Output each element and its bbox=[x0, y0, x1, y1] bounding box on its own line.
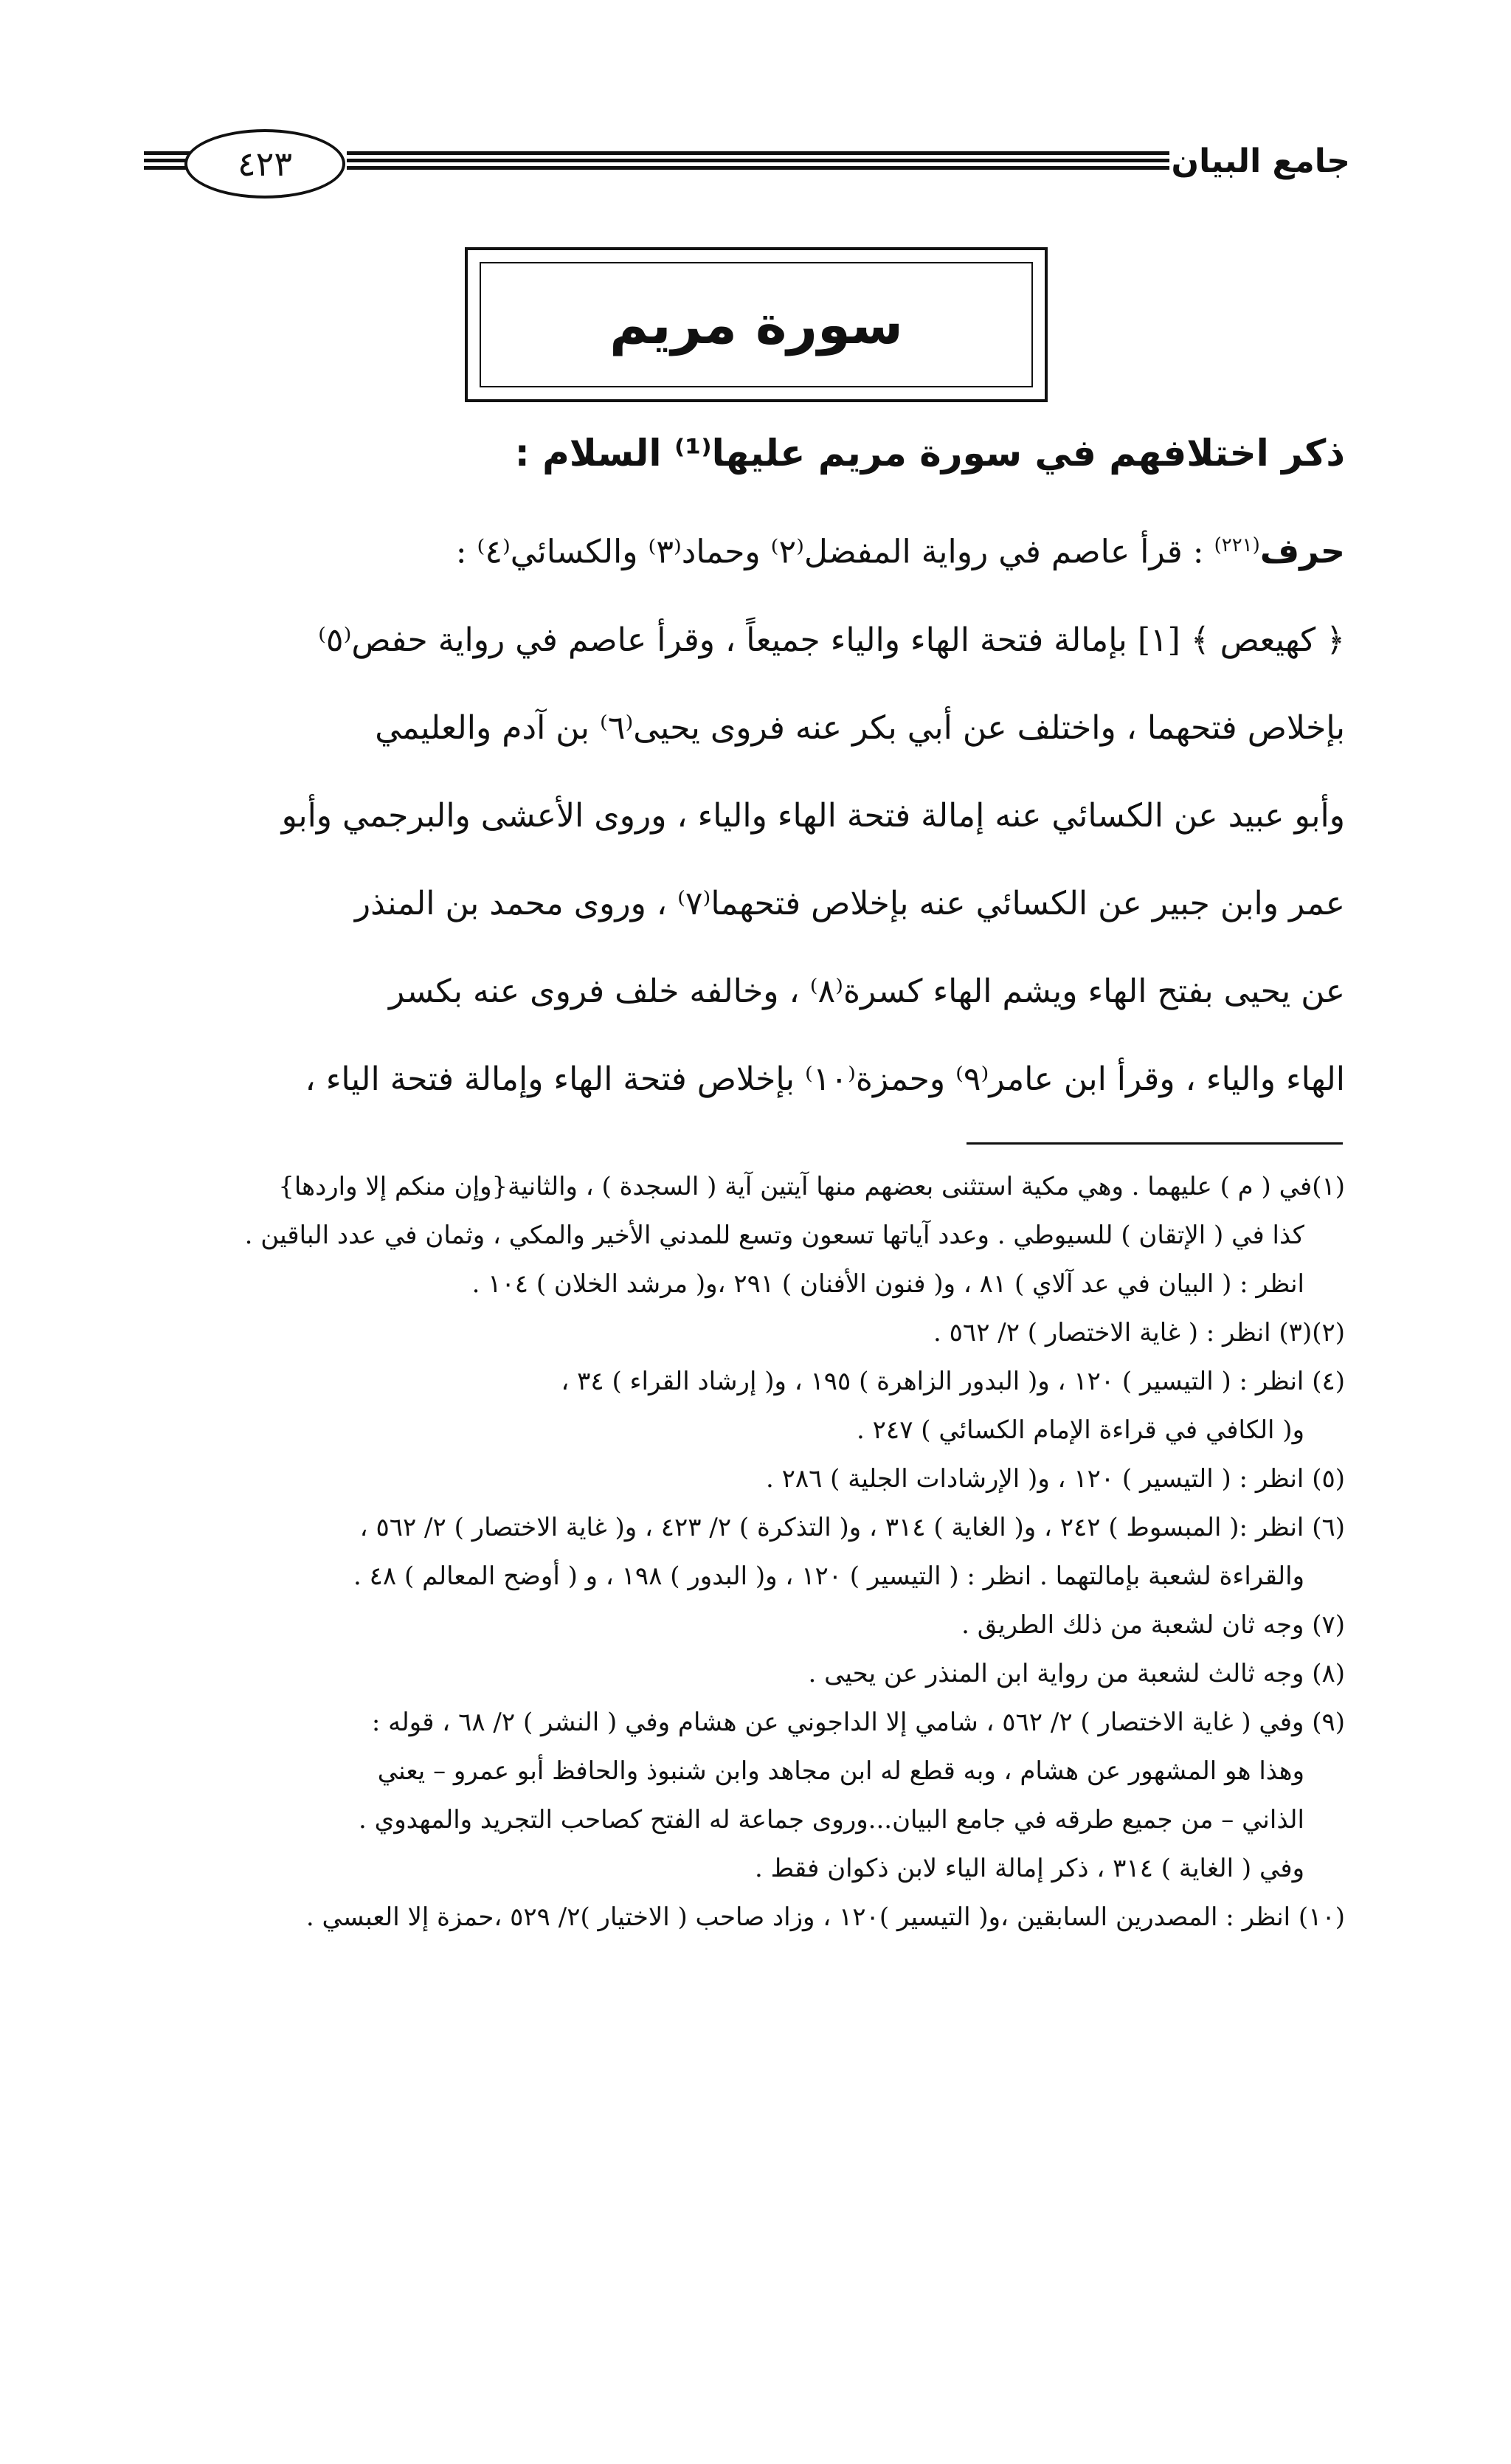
main-text bbox=[170, 502, 1345, 1123]
footnote-continuation: الذاني – من جميع طرقه في جامع البيان...وروى جماعة له الفتح كصاحب التجريد والمهدوي . bbox=[359, 1805, 1304, 1835]
running-title: جامع البيان bbox=[1171, 142, 1350, 180]
footnote: (٨) وجه ثالث لشعبة من رواية ابن المنذر عن يحيى . bbox=[808, 1659, 1345, 1688]
footnote: (٥) انظر : ( التيسير ) ١٢٠ ، و( الإرشادات الجلية ) ٢٨٦ . bbox=[765, 1464, 1345, 1494]
footnote-continuation: والقراءة لشعبة بإمالتهما . انظر : ( التيسير ) ١٢٠ ، و( البدور ) ١٩٨ ، و ( أوضح المعالم ) ٤٨ . bbox=[353, 1561, 1304, 1591]
footnote: (١)في ( م ) عليهما . وهي مكية استثنى بعضهم منها آيتين آية ( السجدة ) ، والثانية{وإن منكم إلا واردها} bbox=[278, 1172, 1345, 1201]
section-heading: ذكر اختلافهم في سورة مريم عليها⁽¹⁾ السلام : bbox=[514, 432, 1345, 474]
main-line: بإخلاص فتحهما ، واختلف عن أبي بكر عنه فروى يحيى⁽٦⁾ بن آدم والعليمي bbox=[375, 708, 1345, 747]
footnote-continuation: انظر : ( البيان في عد آلاي ) ٨١ ، و( فنون الأفنان ) ٢٩١ ،و( مرشد الخلان ) ١٠٤ . bbox=[471, 1269, 1304, 1299]
page-header bbox=[133, 129, 1350, 196]
footnote-continuation: كذا في ( الإتقان ) للسيوطي . وعدد آياتها تسعون وتسع للمدني الأخير والمكي ، وثمان في عدد الباقين . bbox=[244, 1221, 1304, 1250]
footnote: (٦) انظر :( المبسوط ) ٢٤٢ ، و( الغاية ) ٣١٤ ، و( التذكرة ) ٢/ ٤٢٣ ، و( غاية الاختصار ) ٢/ ٥٦٢ ، bbox=[359, 1513, 1345, 1542]
sura-title-box bbox=[465, 247, 1048, 402]
footnote: (٩) وفي ( غاية الاختصار ) ٢/ ٥٦٢ ، شامي إلا الداجوني عن هشام وفي ( النشر ) ٢/ ٦٨ ، قوله : bbox=[371, 1708, 1345, 1737]
main-line: الهاء والياء ، وقرأ ابن عامر⁽٩⁾ وحمزة⁽١٠⁾ بإخلاص فتحة الهاء وإمالة فتحة الياء ، bbox=[305, 1060, 1345, 1098]
header-rule bbox=[347, 151, 1169, 173]
footnote: (٢)(٣) انظر : ( غاية الاختصار ) ٢/ ٥٦٢ . bbox=[933, 1318, 1345, 1347]
footnotes bbox=[159, 1162, 1345, 1942]
footnote-continuation: و( الكافي في قراءة الإمام الكسائي ) ٢٤٧ . bbox=[857, 1415, 1304, 1445]
footnote: (١٠) انظر : المصدرين السابقين ،و( التيسير )١٢٠ ، وزاد صاحب ( الاختيار )٢/ ٥٢٩ ،حمزة إلا العبسي . bbox=[305, 1902, 1345, 1932]
main-line: عن يحيى بفتح الهاء ويشم الهاء كسرة⁽٨⁾ ، وخالفه خلف فروى عنه بكسر bbox=[388, 972, 1345, 1010]
page-number: ٤٢٣ bbox=[184, 129, 345, 199]
main-line bbox=[170, 502, 1345, 596]
main-line-text: : قرأ عاصم في رواية المفضل⁽٢⁾ وحماد⁽٣⁾ والكسائي⁽٤⁾ : bbox=[455, 533, 1204, 571]
main-line: عمر وابن جبير عن الكسائي عنه بإخلاص فتحهما⁽٧⁾ ، وروى محمد بن المنذر bbox=[354, 884, 1345, 922]
footnote-continuation: وفي ( الغاية ) ٣١٤ ، ذكر إمالة الياء لابن ذكوان فقط . bbox=[755, 1854, 1304, 1883]
footnote-continuation: وهذا هو المشهور عن هشام ، وبه قطع له ابن مجاهد وابن شنبوذ والحافظ أبو عمرو – يعني bbox=[377, 1756, 1304, 1786]
harf-label: حرف bbox=[1259, 531, 1345, 571]
main-line: وأبو عبيد عن الكسائي عنه إمالة فتحة الهاء والياء ، وروى الأعشى والبرجمي وأبو bbox=[281, 796, 1345, 835]
footnote-divider bbox=[967, 1142, 1343, 1145]
harf-number: (٢٢١) bbox=[1214, 534, 1260, 556]
main-line: ﴿ كهيعص ﴾ [١] بإمالة فتحة الهاء والياء جميعاً ، وقرأ عاصم في رواية حفص⁽٥⁾ bbox=[318, 621, 1345, 659]
footnote: (٧) وجه ثان لشعبة من ذلك الطريق . bbox=[961, 1610, 1345, 1640]
footnote: (٤) انظر : ( التيسير ) ١٢٠ ، و( البدور الزاهرة ) ١٩٥ ، و( إرشاد القراء ) ٣٤ ، bbox=[561, 1367, 1345, 1396]
sura-title: سورة مريم bbox=[609, 294, 903, 356]
